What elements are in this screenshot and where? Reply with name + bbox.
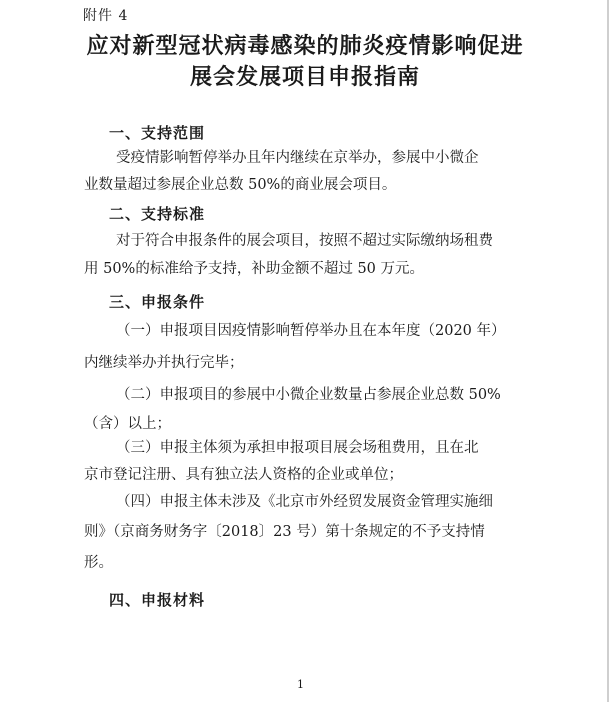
scope-line-1: 受疫情影响暂停举办且年内继续在京举办，参展中小微企 bbox=[116, 150, 479, 166]
section-heading-conditions: 三、申报条件 bbox=[109, 293, 206, 311]
scope-line-2: 业数量超过参展企业总数 50%的商业展会项目。 bbox=[84, 177, 397, 193]
document-title-line-2: 展会发展项目申报指南 bbox=[189, 65, 420, 90]
standard-line-2: 用 50%的标准给予支持，补助金额不超过 50 万元。 bbox=[84, 261, 425, 277]
conditions-line-8: 则》（京商务财务字〔2018〕23 号）第十条规定的不予支持情 bbox=[84, 524, 485, 540]
section-heading-materials: 四、申报材料 bbox=[109, 591, 206, 609]
conditions-line-3: （二）申报项目的参展中小微企业数量占参展企业总数 50% bbox=[116, 387, 501, 403]
document-title-line-1: 应对新型冠状病毒感染的肺炎疫情影响促进 bbox=[86, 34, 524, 59]
conditions-line-6: 京市登记注册、具有独立法人资格的企业或单位； bbox=[84, 467, 403, 483]
standard-line-1: 对于符合申报条件的展会项目，按照不超过实际缴纳场租费 bbox=[116, 233, 493, 249]
conditions-line-7: （四）申报主体未涉及《北京市外经贸发展资金管理实施细 bbox=[116, 494, 493, 510]
conditions-line-1: （一）申报项目因疫情影响暂停举办且在本年度（2020 年） bbox=[116, 323, 506, 339]
conditions-line-4: （含）以上； bbox=[84, 416, 171, 432]
conditions-line-5: （三）申报主体须为承担申报项目展会场租费用，且在北 bbox=[116, 440, 479, 456]
attachment-label: 附件 4 bbox=[83, 8, 129, 24]
page-number: 1 bbox=[297, 678, 304, 691]
conditions-line-9: 形。 bbox=[84, 555, 113, 571]
section-heading-scope: 一、支持范围 bbox=[109, 124, 206, 142]
conditions-line-2: 内继续举办并执行完毕； bbox=[84, 355, 244, 371]
section-heading-standard: 二、支持标准 bbox=[109, 205, 206, 223]
